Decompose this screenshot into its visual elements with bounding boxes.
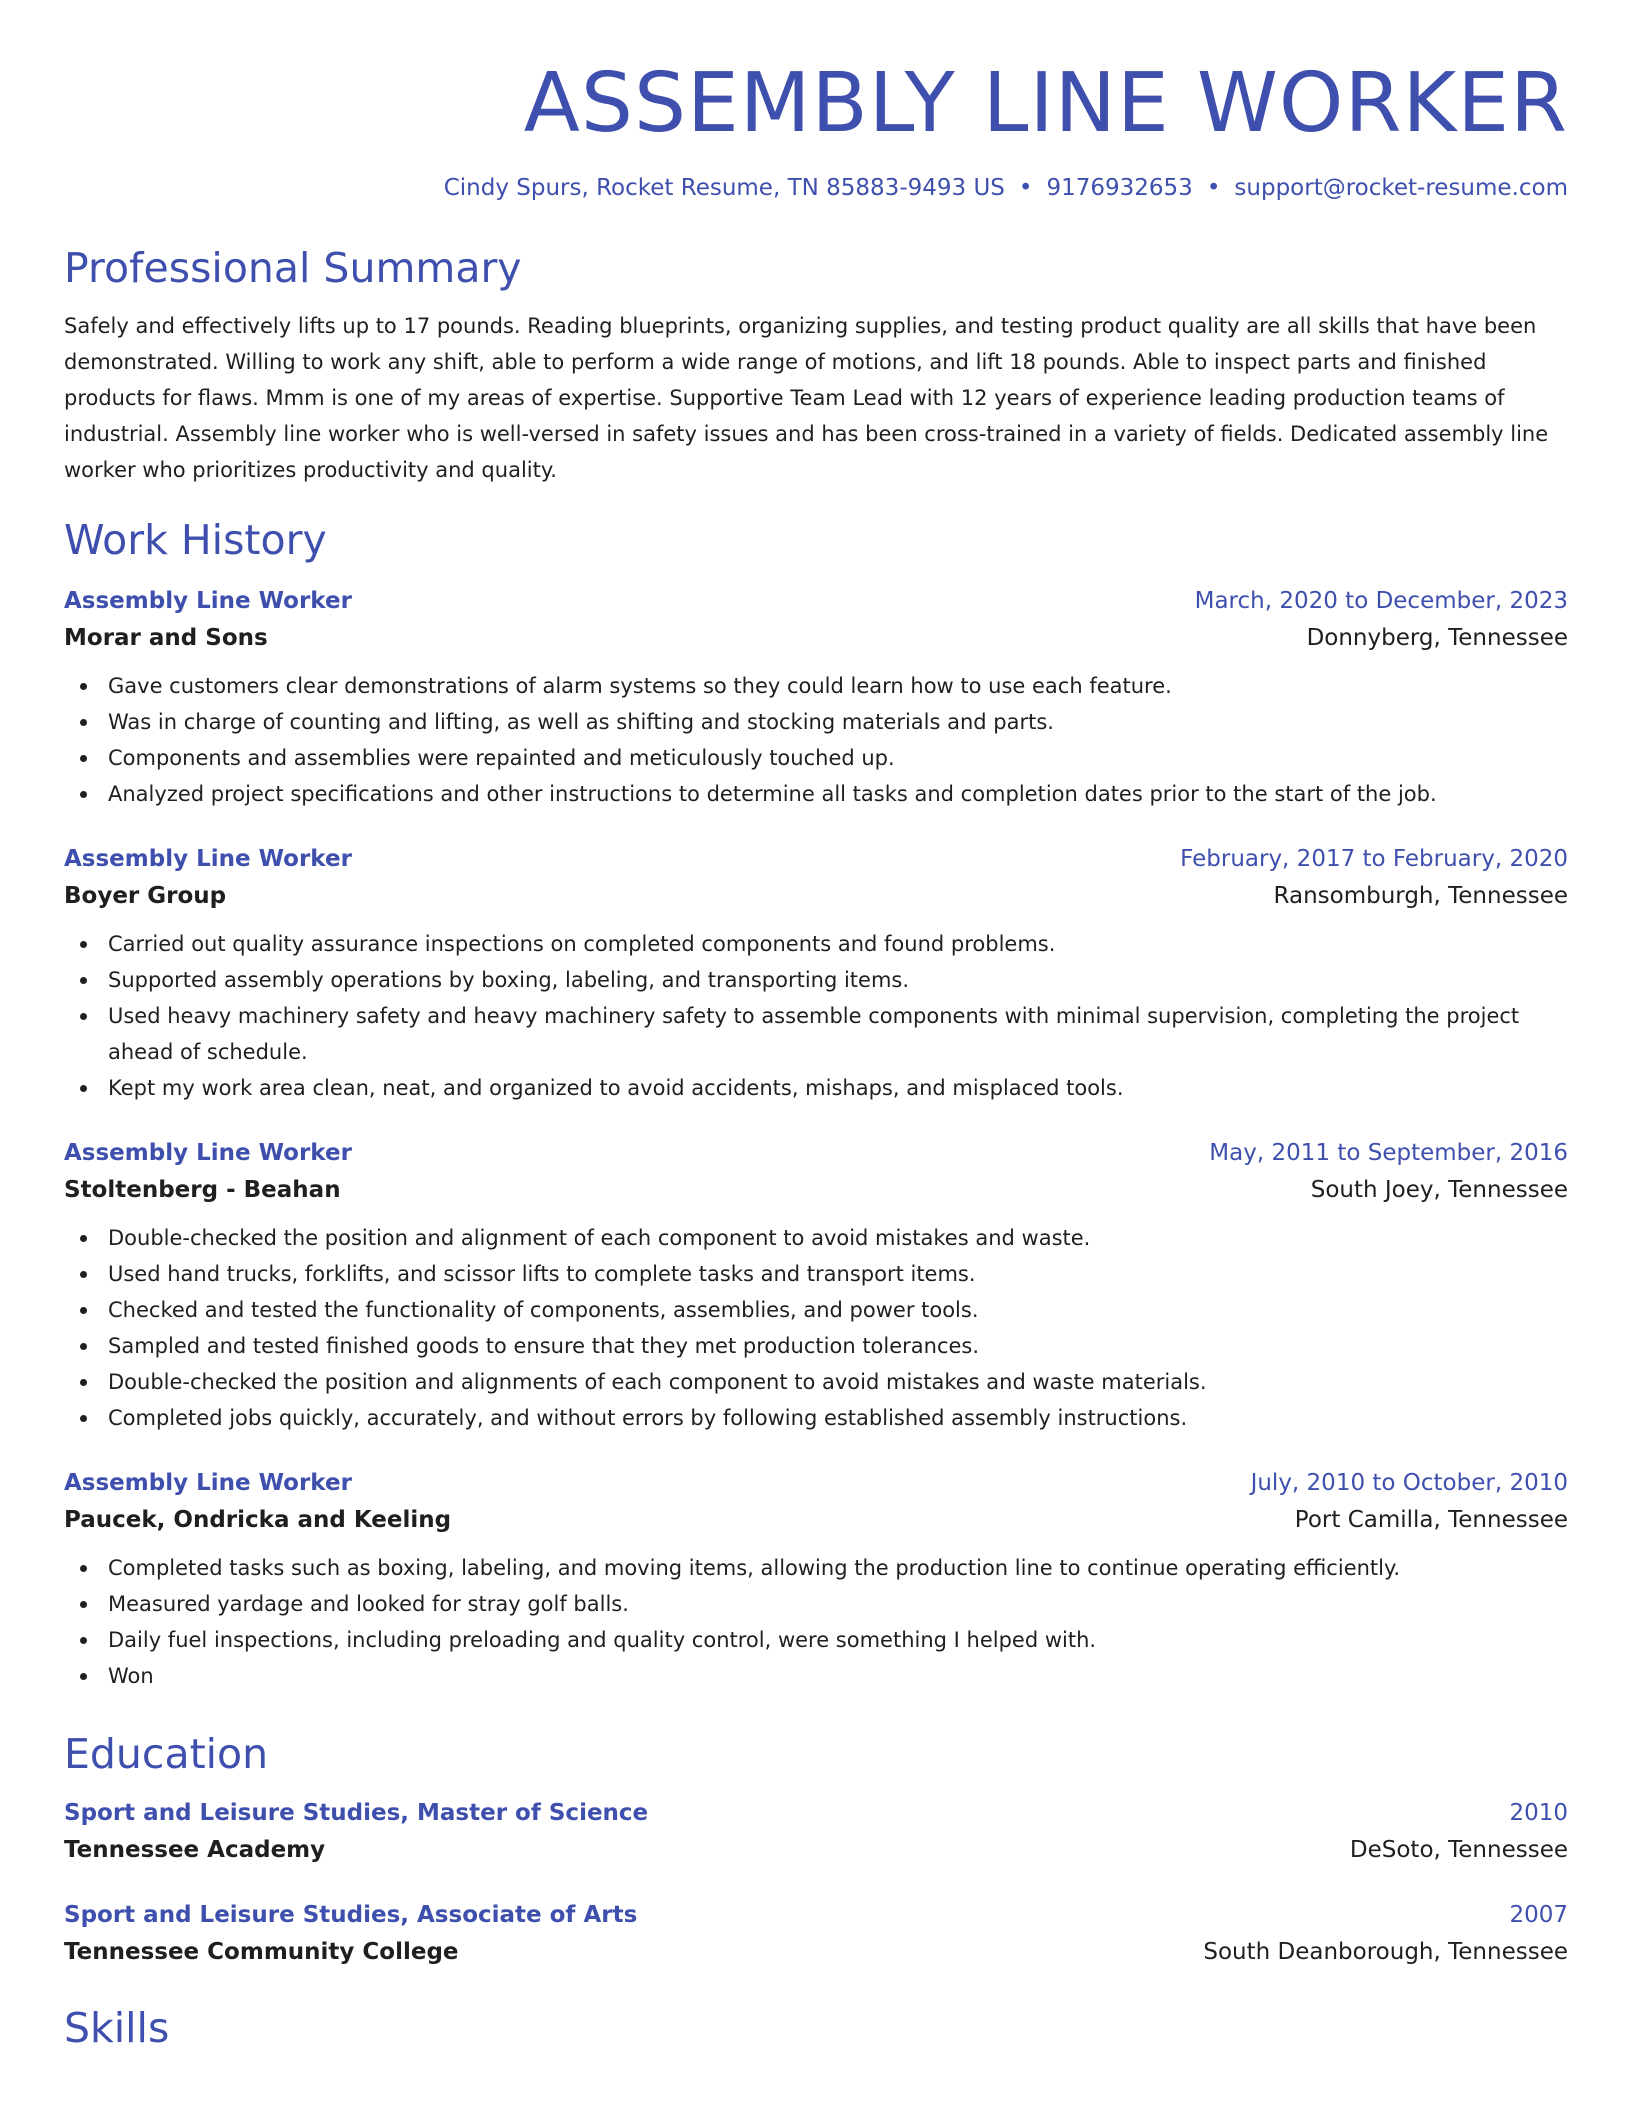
- job-bullet: Daily fuel inspections, including preloading and quality control, were something I helped with.: [64, 1622, 1568, 1658]
- education-location: DeSoto, Tennessee: [1349, 1837, 1568, 1863]
- education-year: 2010: [1509, 1800, 1568, 1826]
- job-bullet: Double-checked the position and alignment of each component to avoid mistakes and waste.: [64, 1220, 1568, 1256]
- job-bullet: Was in charge of counting and lifting, as well as shifting and stocking materials and parts.: [64, 704, 1568, 740]
- job-entry: [64, 842, 1568, 1106]
- job-bullet: Won: [64, 1658, 1568, 1694]
- job-bullet: Gave customers clear demonstrations of alarm systems so they could learn how to use each feature.: [64, 668, 1568, 704]
- job-company-row: [64, 618, 1568, 658]
- education-year: 2007: [1509, 1902, 1568, 1928]
- job-title: Assembly Line Worker: [64, 588, 352, 614]
- job-bullet: Components and assemblies were repainted and meticulously touched up.: [64, 740, 1568, 776]
- job-header-row: [64, 842, 1568, 876]
- job-bullet: Measured yardage and looked for stray golf balls.: [64, 1586, 1568, 1622]
- job-entry: [64, 1466, 1568, 1694]
- job-bullet: Analyzed project specifications and other instructions to determine all tasks and completion dates prior to the start of the job.: [64, 776, 1568, 812]
- job-bullet-list: [64, 1220, 1568, 1436]
- education-header-row: [64, 1898, 1568, 1932]
- job-entry: [64, 584, 1568, 812]
- education-degree: Sport and Leisure Studies, Master of Science: [64, 1800, 649, 1826]
- job-bullet: Carried out quality assurance inspections on completed components and found problems.: [64, 926, 1568, 962]
- job-bullet: Completed tasks such as boxing, labeling, and moving items, allowing the production line to continue operating efficiently.: [64, 1550, 1568, 1586]
- job-company: Stoltenberg - Beahan: [64, 1177, 341, 1203]
- job-bullet: Used hand trucks, forklifts, and scissor lifts to complete tasks and transport items.: [64, 1256, 1568, 1292]
- job-dates: March, 2020 to December, 2023: [1194, 588, 1568, 614]
- job-dates: February, 2017 to February, 2020: [1180, 846, 1568, 872]
- contact-email[interactable]: support@rocket-resume.com: [1234, 175, 1568, 201]
- job-bullet: Checked and tested the functionality of components, assemblies, and power tools.: [64, 1292, 1568, 1328]
- job-title: Assembly Line Worker: [64, 1470, 352, 1496]
- job-location: Port Camilla, Tennessee: [1294, 1507, 1568, 1533]
- job-title: Assembly Line Worker: [64, 846, 352, 872]
- job-company-row: [64, 876, 1568, 916]
- contact-separator: •: [1206, 175, 1221, 201]
- contact-address: Cindy Spurs, Rocket Resume, TN 85883-9493 US: [443, 175, 1005, 201]
- job-bullet: Double-checked the position and alignments of each component to avoid mistakes and waste materials.: [64, 1364, 1568, 1400]
- contact-line: [64, 172, 1568, 204]
- job-company: Morar and Sons: [64, 625, 268, 651]
- summary-heading: Professional Summary: [64, 244, 522, 292]
- education-school-row: [64, 1932, 1568, 1972]
- job-location: South Joey, Tennessee: [1310, 1177, 1568, 1203]
- education-school: Tennessee Community College: [64, 1939, 459, 1965]
- education-degree: Sport and Leisure Studies, Associate of Arts: [64, 1902, 638, 1928]
- job-bullet: Sampled and tested finished goods to ensure that they met production tolerances.: [64, 1328, 1568, 1364]
- job-location: Donnyberg, Tennessee: [1306, 625, 1568, 651]
- contact-phone: 9176932653: [1046, 175, 1193, 201]
- job-company: Boyer Group: [64, 883, 227, 909]
- summary-text: Safely and effectively lifts up to 17 pounds. Reading blueprints, organizing supplies, and testing product quality are all skills that have been demonstrated. Willing to work any shift, able to perform a wide range of motions, and lift 18 pounds. Able to inspect parts and finished products for flaws. Mmm is one of my areas of expertise. Supportive Team Lead with 12 years of experience leading production teams of industrial. Assembly line worker who is well-versed in safety issues and has been cross-trained in a variety of fields. Dedicated assembly line worker who prioritizes productivity and quality.: [64, 314, 1549, 482]
- job-title: Assembly Line Worker: [64, 1140, 352, 1166]
- work-history-heading: Work History: [64, 516, 327, 564]
- job-company-row: [64, 1170, 1568, 1210]
- job-header-row: [64, 1466, 1568, 1500]
- job-dates: May, 2011 to September, 2016: [1209, 1140, 1568, 1166]
- education-entry: [64, 1796, 1568, 1870]
- education-entry: [64, 1898, 1568, 1972]
- skills-heading: Skills: [64, 2004, 170, 2052]
- contact-separator: •: [1018, 175, 1033, 201]
- education-location: South Deanborough, Tennessee: [1203, 1939, 1568, 1965]
- education-school-row: [64, 1830, 1568, 1870]
- job-header-row: [64, 1136, 1568, 1170]
- job-bullet: Completed jobs quickly, accurately, and without errors by following established assembly instructions.: [64, 1400, 1568, 1436]
- education-heading: Education: [64, 1730, 269, 1778]
- job-header-row: [64, 584, 1568, 618]
- job-company: Paucek, Ondricka and Keeling: [64, 1507, 452, 1533]
- job-dates: July, 2010 to October, 2010: [1250, 1470, 1568, 1496]
- job-entry: [64, 1136, 1568, 1436]
- job-bullet: Kept my work area clean, neat, and organized to avoid accidents, mishaps, and misplaced tools.: [64, 1070, 1568, 1106]
- resume-title: ASSEMBLY LINE WORKER: [523, 56, 1568, 151]
- job-bullet-list: [64, 926, 1568, 1106]
- job-bullet-list: [64, 1550, 1568, 1694]
- job-bullet: Used heavy machinery safety and heavy machinery safety to assemble components with minimal supervision, completing the project ahead of schedule.: [64, 998, 1568, 1070]
- education-header-row: [64, 1796, 1568, 1830]
- education-school: Tennessee Academy: [64, 1837, 326, 1863]
- job-company-row: [64, 1500, 1568, 1540]
- job-bullet: Supported assembly operations by boxing, labeling, and transporting items.: [64, 962, 1568, 998]
- job-location: Ransomburgh, Tennessee: [1273, 883, 1568, 909]
- job-bullet-list: [64, 668, 1568, 812]
